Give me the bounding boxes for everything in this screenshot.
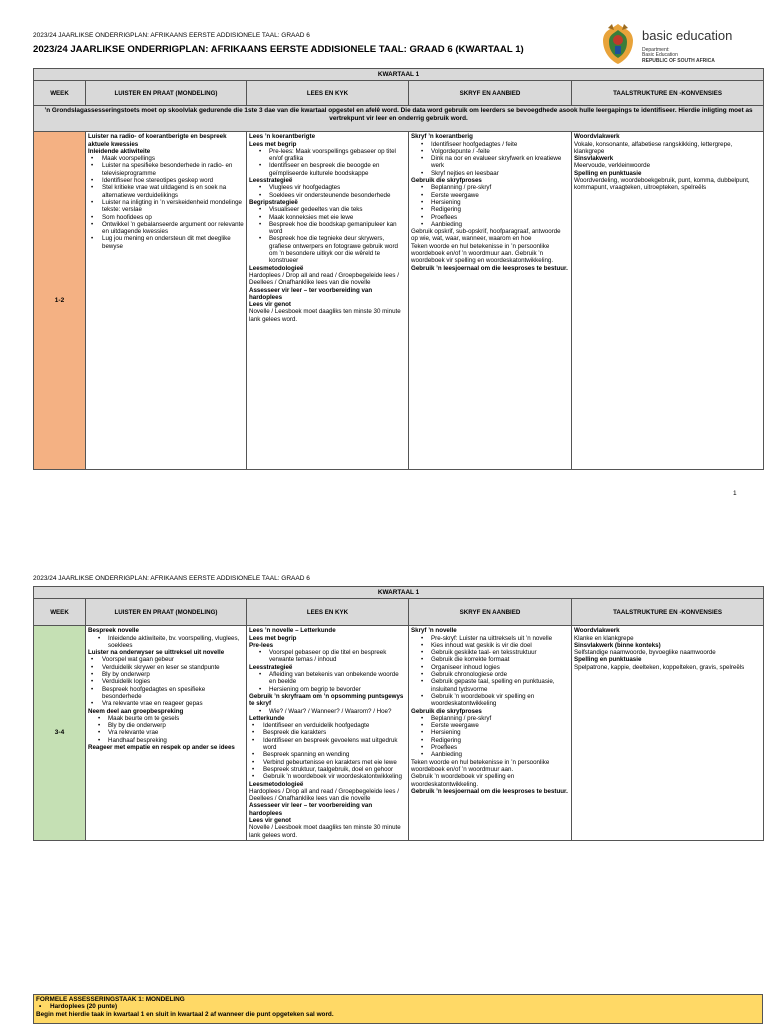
- col-listen-speak: LUISTER EN PRAAT (MONDELING): [86, 599, 247, 626]
- list-item: • Voorspel wat gaan gebeur: [88, 656, 244, 663]
- page-number: 1: [733, 490, 737, 497]
- list-item: • Hersiening: [411, 199, 569, 206]
- listen-speak-cell: [86, 626, 247, 841]
- write-present-cell: [409, 626, 572, 841]
- list-item: • Maak voorspellings: [88, 155, 244, 162]
- list-item: • Dink na oor en evalueer skryfwerk en kreatiewe werk: [411, 155, 569, 170]
- subheading: Reageer met empatie en respek op ander se idees: [88, 744, 235, 752]
- list-item: • Gebruik chronologiese orde: [411, 671, 569, 678]
- list-item: • Maak beurte om te gesels: [88, 715, 244, 722]
- department-line: Basic Education: [642, 52, 678, 59]
- department-line: REPUBLIC OF SOUTH AFRICA: [642, 57, 715, 64]
- subheading: Lees vir genot: [249, 817, 291, 825]
- formal-item: • Hardoplees (20 punte): [36, 1003, 760, 1010]
- bullet-list: [411, 715, 569, 759]
- list-item: • Inleidende aktiwiteite, bv. voorspelling, vluglees, soeklees: [88, 635, 244, 650]
- list-item: • Eerste weergawe: [411, 192, 569, 199]
- subheading: Gebruik ’n skryfraam om ’n opsomming puntsgewys te skryf: [249, 692, 404, 708]
- list-item: • Vluglees vir hoofgedagtes: [249, 184, 406, 191]
- list-item: • Maak konneksies met eie lewe: [249, 214, 406, 221]
- list-item: • Identifiseer hoofgedagtes / feite: [411, 141, 569, 148]
- list-item: • Gebruik ’n woordeboek vir woordeskatontwikkeling: [249, 773, 406, 780]
- plan-table-2: [33, 586, 764, 841]
- subheading: Lees met begrip: [249, 140, 297, 148]
- subheading: Lees met begrip: [249, 634, 297, 642]
- subheading: Skryf ’n koerantberig: [411, 133, 473, 141]
- list-item: • Identifiseer hoe stereotipes geskep word: [88, 177, 244, 184]
- list-item: • Gebruik geskikte taal- en teksstruktuur: [411, 649, 569, 656]
- page-gap: [0, 520, 768, 560]
- body-text: Hardoplees / Drop all and read / Groepbegeleide lees / Deellees / Onafhanklike lees van die novelle: [249, 787, 399, 803]
- listen-speak-cell: [86, 132, 247, 470]
- bullet-list: [249, 722, 406, 780]
- list-item: • Redigering: [411, 737, 569, 744]
- bullet-list: [249, 184, 406, 199]
- list-item: • Som hoofidees op: [88, 214, 244, 221]
- bullet-list: [249, 649, 406, 664]
- list-item: • Identifiseer en bespreek die beoogde en geïmpliseerde kulturele boodskappe: [249, 162, 406, 177]
- plan-table-1: [33, 68, 764, 470]
- formal-assessment-banner: [33, 994, 763, 1024]
- list-item: • Gebruik gepaste taal, spelling en punktuasie, insluitend tydsvorme: [411, 678, 569, 693]
- col-week: WEEK: [34, 81, 86, 106]
- read-view-cell: [247, 132, 409, 470]
- bullet-list: [249, 708, 406, 715]
- list-item: • Bespreek hoe die tegnieke deur skrywers, grafiese ontwerpers en fotograwe gebruik word om ’n besondere uitkyk oor die wêreld te konstrueer: [249, 235, 406, 264]
- week-cell: 1-2: [34, 132, 86, 470]
- body-text: Teken woorde en hul betekenisse in ’n persoonlike woordeboek en/of ’n woordmuur aan.: [411, 758, 550, 773]
- subheading: Bespreek novelle: [88, 627, 139, 635]
- list-item: • Volgordepunte / -feite: [411, 148, 569, 155]
- subheading: Sinsvlakwerk (binne konteks): [574, 641, 661, 649]
- body-text: Novelle / Leesboek moet daagliks ten minste 30 minute lank gelees word.: [249, 824, 401, 839]
- list-item: • Proeflees: [411, 214, 569, 221]
- list-item: • Vra relevante vrae en reageer gepas: [88, 700, 244, 707]
- col-language: TAALSTRUKTURE EN -KONVENSIES: [572, 81, 764, 106]
- coat-of-arms-icon: [600, 22, 636, 66]
- body-text: Woordverdeling, woordeboekgebruik, punt, komma, dubbelpunt, kommapunt, vraagteken, uitroepteken, spelreëls: [574, 177, 750, 192]
- list-item: • Organiseer inhoud logies: [411, 664, 569, 671]
- subheading: Neem deel aan groepbespreking: [88, 707, 184, 715]
- list-item: • Luister na inligting in ’n verskeidenheid mondelinge tekste: verslae: [88, 199, 244, 214]
- subheading: Gebruik die skryfproses: [411, 707, 482, 715]
- formal-text: Begin met hierdie taak in kwartaal 1 en sluit in kwartaal 2 af wanneer die punt opgeteken sal word.: [36, 1010, 334, 1018]
- list-item: • Hersiening: [411, 729, 569, 736]
- list-item: • Identifiseer en bespreek gevoelens wat uitgedruk word: [249, 737, 406, 752]
- bullet-list: [411, 635, 569, 708]
- formal-title: FORMELE ASSESSERINGSTAAK 1: MONDELING: [36, 996, 185, 1003]
- body-text: Gebruik opskrif, sub-opskrif, hoofparagraaf, antwoorde op wie, wat, waar, wanneer, waarom en hoe: [411, 228, 561, 243]
- col-week: WEEK: [34, 599, 86, 626]
- list-item: • Wie? / Waar? / Wanneer? / Waarom? / Hoe?: [249, 708, 406, 715]
- col-language: TAALSTRUKTURE EN -KONVENSIES: [572, 599, 764, 626]
- body-text: Klanke en klankgrepe: [574, 634, 634, 642]
- list-item: • Verduidelik logies: [88, 678, 244, 685]
- body-text: Hardoplees / Drop all and read / Groepbegeleide lees / Deellees / Onafhanklike lees van die novelle: [249, 271, 399, 287]
- dbe-logo: [600, 22, 750, 68]
- list-item: • Beplanning / pre-skryf: [411, 184, 569, 191]
- subheading: Woordvlakwerk: [574, 627, 620, 635]
- list-item: • Kies inhoud wat geskik is vir die doel: [411, 642, 569, 649]
- list-item: • Gebruik die korrekte formaat: [411, 656, 569, 663]
- subheading: Inleidende aktiwiteite: [88, 147, 151, 155]
- subheading: Assesseer vir leer – ter voorbereiding van hardoplees: [249, 286, 373, 301]
- list-item: • Aanbieding: [411, 221, 569, 228]
- subheading: Leesmetodologieë: [249, 264, 304, 272]
- list-item: • Lug jou mening en ondersteun dit met deeglike bewyse: [88, 235, 244, 250]
- list-item: • Afleiding van betekenis van onbekende woorde en beelde: [249, 671, 406, 686]
- col-write-present: SKRYF EN AANBIED: [409, 599, 572, 626]
- col-read-view: LEES EN KYK: [247, 81, 409, 106]
- list-item: • Bespreek die karakters: [249, 729, 406, 736]
- list-item: • Voorspel gebaseer op die titel en bespreek verwante temas / inhoud: [249, 649, 406, 664]
- subheading: Begripstrategieë: [249, 198, 298, 206]
- subheading: Leesstrategieë: [249, 663, 293, 671]
- body-text: Selfstandige naamwoorde, byvoeglike naamwoorde: [574, 649, 716, 657]
- col-write-present: SKRYF EN AANBIED: [409, 81, 572, 106]
- list-item: • Verbind gebeurtenisse en karakters met eie lewe: [249, 759, 406, 766]
- list-item: • Skryf nejties en leesbaar: [411, 170, 569, 177]
- subheading: Gebruik ’n leesjoernaal om die leesproses te bestuur.: [411, 787, 568, 795]
- body-text: Spelpatrone, kappie, deelteken, koppelteken, gravis, spelreëls: [574, 663, 745, 671]
- list-item: • Stel kritieke vrae wat uitdagend is en soek na alternatiewe verduidelikings: [88, 184, 244, 199]
- bullet-list: [249, 148, 406, 177]
- list-item: • Hersiening om begrip te bevorder: [249, 686, 406, 693]
- list-item: • Gebruik ’n woordeboek vir spelling en woordeskatontwikkeling: [411, 693, 569, 708]
- list-item: • Bly by die onderwerp: [88, 722, 244, 729]
- list-item: • Bespreek hoe die boodskap gemanipuleer kan word: [249, 221, 406, 236]
- list-item: • Bly by onderwerp: [88, 671, 244, 678]
- subheading: Leesmetodologieë: [249, 780, 304, 788]
- subheading: Lees ’n novelle – Letterkunde: [249, 627, 336, 635]
- subheading: Spelling en punktuasie: [574, 169, 642, 177]
- term-heading: KWARTAAL 1: [34, 69, 764, 81]
- write-present-cell: [409, 132, 572, 470]
- body-text: Gebruik ’n woordeboek vir spelling en woordeskatontwikkeling.: [411, 773, 515, 788]
- bullet-list: [88, 635, 244, 650]
- document-title: 2023/24 JAARLIKSE ONDERRIGPLAN: AFRIKAANS EERSTE ADDISIONELE TAAL: GRAAD 6 (KWARTAAL 1): [33, 44, 524, 55]
- body-text: Meervoude, verkleinwoorde: [574, 162, 651, 170]
- list-item: • Pre-lees: Maak voorspellings gebaseer op titel en/of grafika: [249, 148, 406, 163]
- running-header: 2023/24 JAARLIKSE ONDERRIGPLAN: AFRIKAANS EERSTE ADDISIONELE TAAL: GRAAD 6: [33, 32, 310, 39]
- subheading: Skryf ’n novelle: [411, 627, 457, 635]
- subheading: Lees vir genot: [249, 301, 291, 309]
- subheading: Gebruik ’n leesjoernaal om die leesproses te bestuur.: [411, 264, 568, 272]
- department-line: Department:: [642, 47, 670, 53]
- term-heading: KWARTAAL 1: [34, 587, 764, 599]
- bullet-list: [411, 141, 569, 177]
- read-view-cell: [247, 626, 409, 841]
- bullet-list: [249, 206, 406, 264]
- subheading: Spelling en punktuasie: [574, 656, 642, 664]
- list-item: • Soeklees vir ondersteunende besonderhede: [249, 192, 406, 199]
- bullet-list: [36, 1003, 760, 1010]
- page-2: [0, 560, 768, 1024]
- body-text: Novelle / Leesboek moet daagliks ten minste 30 minute lank gelees word.: [249, 308, 401, 323]
- list-item: • Aanbieding: [411, 751, 569, 758]
- body-text: Teken woorde en hul betekenisse in ’n persoonlike woordeboek en/of ’n woordmuur aan. Gebruik ’n woordeboek vir spelling en woordeskatontwikkeling.: [411, 242, 554, 265]
- list-item: • Eerste weergawe: [411, 722, 569, 729]
- list-item: • Identifiseer en verduidelik hoofgedagte: [249, 722, 406, 729]
- subheading: Woordvlakwerk: [574, 133, 620, 141]
- body-text: Vokale, konsonante, alfabetiese rangskikking, lettergrepe, klankgrepe: [574, 140, 733, 155]
- subheading: Gebruik die skryfproses: [411, 177, 482, 185]
- bullet-list: [249, 671, 406, 693]
- list-item: • Bespreek hoofgedagtes en spesifieke besonderhede: [88, 686, 244, 701]
- list-item: • Verduidelik skrywer en leser se standpunte: [88, 664, 244, 671]
- list: [88, 155, 244, 250]
- bullet-list: [88, 715, 244, 744]
- week-cell: 3-4: [34, 626, 86, 841]
- list-item: • Bespreek spanning en wending: [249, 751, 406, 758]
- baseline-note: ’n Grondslagassesseringstoets moet op skoolvlak gedurende die 1ste 3 dae van die kwartaal opgestel en afelê word. Die data word gebruik om leerders se bevoegdhede asook hulle leergapings te identifiseer. Hierdie inligting moet as vertrekpunt vir leer en onderrig gebruik word.: [34, 106, 764, 132]
- subheading: Letterkunde: [249, 714, 285, 722]
- subheading: Lees ’n koerantberigte: [249, 133, 316, 141]
- subheading: Sinsvlakwerk: [574, 155, 614, 163]
- list-item: • Visualiseer gedeeltes van die teks: [249, 206, 406, 213]
- running-header: 2023/24 JAARLIKSE ONDERRIGPLAN: AFRIKAANS EERSTE ADDISIONELE TAAL: GRAAD 6: [33, 575, 310, 582]
- list-item: • Ontwikkel ’n gebalanseerde argument oor relevante en uitdagende kwessies: [88, 221, 244, 236]
- list-item: • Vra relevante vrae: [88, 729, 244, 736]
- list-item: • Pre-skryf: Luister na uittreksels uit ’n novelle: [411, 635, 569, 642]
- col-read-view: LEES EN KYK: [247, 599, 409, 626]
- bullet-list: [411, 184, 569, 228]
- bullet-list: [88, 656, 244, 707]
- logo-department: [642, 48, 715, 64]
- language-cell: [572, 626, 764, 841]
- list-item: • Redigering: [411, 206, 569, 213]
- list-item: • Beplanning / pre-skryf: [411, 715, 569, 722]
- subheading: Luister na onderwyser se uittreksel uit novelle: [88, 649, 225, 657]
- col-listen-speak: LUISTER EN PRAAT (MONDELING): [86, 81, 247, 106]
- list-item: • Proeflees: [411, 744, 569, 751]
- list-item: • Bespreek struktuur, taalgebruik, doel en gehoor: [249, 766, 406, 773]
- logo-name: basic education: [642, 28, 733, 43]
- subheading: Luister na radio- of koerantberigte en bespreek aktuele kwessies: [88, 133, 227, 148]
- list-item: • Handhaaf bespreking: [88, 737, 244, 744]
- list-item: • Luister na spesifieke besonderhede in radio- en televisieprogramme: [88, 162, 244, 177]
- subheading: Leesstrategieë: [249, 177, 293, 185]
- subheading: Assesseer vir leer – ter voorbereiding van hardoplees: [249, 802, 373, 817]
- subheading: Pre-lees: [249, 641, 274, 649]
- language-cell: [572, 132, 764, 470]
